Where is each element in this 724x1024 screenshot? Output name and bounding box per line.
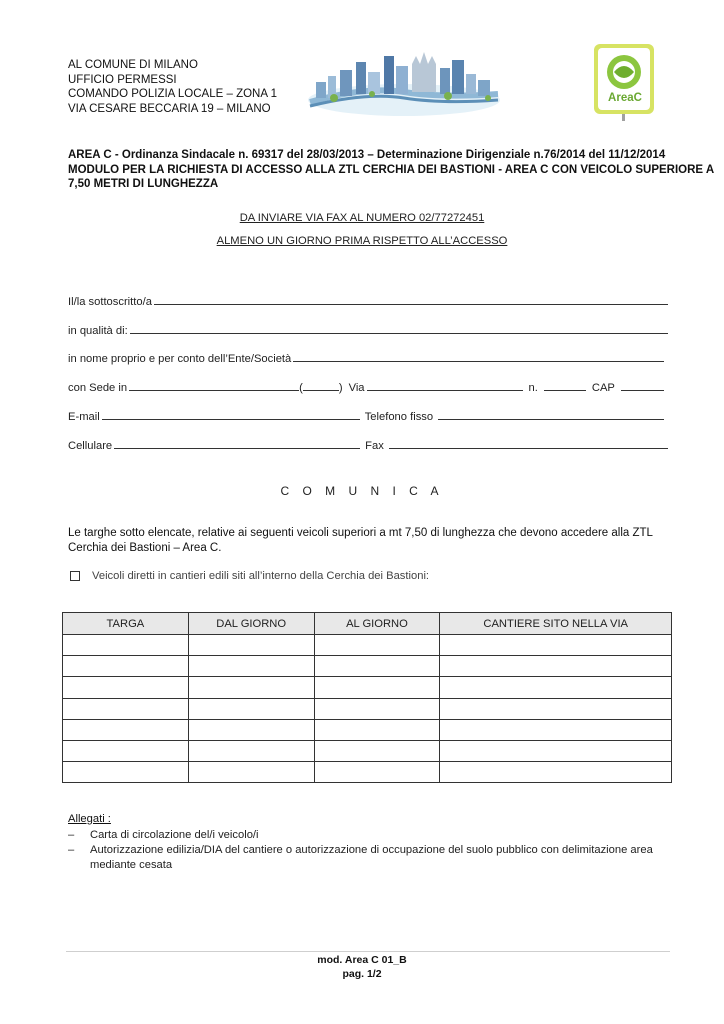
plate-cell[interactable] <box>63 677 189 698</box>
logo-label: AreaC <box>608 92 642 104</box>
undersigned-label: Il/la sottoscritto/a <box>68 296 152 308</box>
from-date-cell[interactable] <box>188 719 314 740</box>
table-row <box>63 762 672 783</box>
construction-site-label: Veicoli diretti in cantieri edili siti all’interno della Cerchia dei Bastioni: <box>92 570 430 582</box>
phone-label: Telefono fisso <box>364 411 434 423</box>
from-date-cell[interactable] <box>188 740 314 761</box>
company-field[interactable] <box>293 351 664 362</box>
street-field[interactable] <box>367 380 523 391</box>
plate-cell[interactable] <box>63 698 189 719</box>
fax-instruction: DA INVIARE VIA FAX AL NUMERO 02/77272451 <box>239 212 485 224</box>
communicates-title: C O M U N I C A <box>280 484 444 498</box>
construction-site-checkbox[interactable] <box>70 571 80 581</box>
paren-close: ) <box>338 382 343 394</box>
to-date-cell[interactable] <box>314 740 440 761</box>
page-number: pag. 1/2 <box>342 968 382 980</box>
fax-label: Fax <box>365 440 384 452</box>
column-header-plate: TARGA <box>63 613 189 635</box>
plate-cell[interactable] <box>63 740 189 761</box>
site-street-cell[interactable] <box>440 719 672 740</box>
from-date-cell[interactable] <box>188 656 314 677</box>
address-line: COMANDO POLIZIA LOCALE – ZONA 1 <box>68 88 277 100</box>
plates-intro-paragraph: Le targhe sotto elencate, relative ai seguenti veicoli superiori a mt 7,50 di lunghezza che devono accedere alla ZTL Cerchia dei Bastioni – Area C. <box>68 527 653 554</box>
site-street-cell[interactable] <box>440 677 672 698</box>
area-c-logo-icon <box>592 42 662 122</box>
phone-field[interactable] <box>438 409 664 420</box>
vehicles-table <box>62 612 672 783</box>
heading-line: 7,50 METRI DI LUNGHEZZA <box>68 178 219 190</box>
fax-field[interactable] <box>389 438 668 449</box>
street-number-field[interactable] <box>544 380 586 391</box>
footer-divider <box>66 951 670 952</box>
table-row <box>63 740 672 761</box>
province-field[interactable] <box>303 380 339 391</box>
to-date-cell[interactable] <box>314 635 440 656</box>
city-field[interactable] <box>129 380 299 391</box>
capacity-field[interactable] <box>130 323 668 334</box>
address-line: AL COMUNE DI MILANO <box>68 59 198 71</box>
on-behalf-row <box>68 351 664 365</box>
attachment-text: Autorizzazione edilizia/DIA del cantiere o autorizzazione di occupazione del suolo pubblico con delimitazione area mediante cesata <box>90 844 653 871</box>
mobile-fax-row <box>68 438 668 452</box>
via-label: Via <box>348 382 365 394</box>
column-header-to-date: AL GIORNO <box>314 613 440 635</box>
site-street-cell[interactable] <box>440 698 672 719</box>
timing-instruction: ALMENO UN GIORNO PRIMA RISPETTO ALL’ACCESSO <box>216 235 508 247</box>
address-line: VIA CESARE BECCARIA 19 – MILANO <box>68 102 271 115</box>
list-item: – Autorizzazione edilizia/DIA del cantiere o autorizzazione di occupazione del suolo pubblico con delimitazione area mediante cesata <box>68 843 672 873</box>
site-street-cell[interactable] <box>440 656 672 677</box>
to-date-cell[interactable] <box>314 698 440 719</box>
paren-open: ( <box>299 382 303 394</box>
plate-cell[interactable] <box>63 656 189 677</box>
plate-cell[interactable] <box>63 719 189 740</box>
site-street-cell[interactable] <box>440 635 672 656</box>
to-date-cell[interactable] <box>314 719 440 740</box>
column-header-site-street: CANTIERE SITO NELLA VIA <box>440 613 672 635</box>
site-street-cell[interactable] <box>440 740 672 761</box>
column-header-from-date: DAL GIORNO <box>188 613 314 635</box>
to-date-cell[interactable] <box>314 677 440 698</box>
attachments-list <box>68 828 672 873</box>
capacity-row <box>68 323 668 337</box>
email-field[interactable] <box>102 409 360 420</box>
table-header-row <box>63 613 672 635</box>
on-behalf-label: in nome proprio e per conto dell’Ente/Società <box>68 353 292 365</box>
to-date-cell[interactable] <box>314 656 440 677</box>
undersigned-row <box>68 294 668 308</box>
address-line: UFFICIO PERMESSI <box>68 73 177 86</box>
undersigned-field[interactable] <box>154 294 668 305</box>
form-model-code: mod. Area C 01_B <box>317 954 407 966</box>
mobile-label: Cellulare <box>68 440 113 452</box>
heading-line: AREA C - Ordinanza Sindacale n. 69317 del 28/03/2013 – Determinazione Dirigenziale n.76/2014 del 11/12/2014 <box>68 149 666 161</box>
capacity-label: in qualità di: <box>68 325 128 337</box>
from-date-cell[interactable] <box>188 677 314 698</box>
table-row <box>63 635 672 656</box>
table-row <box>63 677 672 698</box>
attachments-title: Allegati : <box>68 813 111 825</box>
cap-field[interactable] <box>621 380 664 391</box>
email-label: E-mail <box>68 411 100 423</box>
plate-cell[interactable] <box>63 635 189 656</box>
table-row <box>63 698 672 719</box>
email-phone-row <box>68 409 664 423</box>
number-label: n. <box>528 382 538 394</box>
list-item: – Carta di circolazione del/i veicolo/i <box>68 828 672 843</box>
attachment-text: Carta di circolazione del/i veicolo/i <box>90 829 259 841</box>
construction-site-option[interactable] <box>68 570 429 582</box>
cap-label: CAP <box>591 382 615 394</box>
table-row <box>63 719 672 740</box>
from-date-cell[interactable] <box>188 762 314 783</box>
area-c-logo <box>592 42 662 122</box>
heading-line: MODULO PER LA RICHIESTA DI ACCESSO ALLA ZTL CERCHIA DEI BASTIONI - AREA C CON VEICOLO SUPERIORE A <box>68 163 715 176</box>
seat-label: con Sede in <box>68 382 128 394</box>
mobile-field[interactable] <box>114 438 360 449</box>
city-skyline-illustration <box>306 42 502 118</box>
recipient-address <box>68 58 277 116</box>
from-date-cell[interactable] <box>188 635 314 656</box>
to-date-cell[interactable] <box>314 762 440 783</box>
document-heading <box>68 148 715 192</box>
site-street-cell[interactable] <box>440 762 672 783</box>
table-row <box>63 656 672 677</box>
seat-row <box>68 380 664 394</box>
plate-cell[interactable] <box>63 762 189 783</box>
from-date-cell[interactable] <box>188 698 314 719</box>
